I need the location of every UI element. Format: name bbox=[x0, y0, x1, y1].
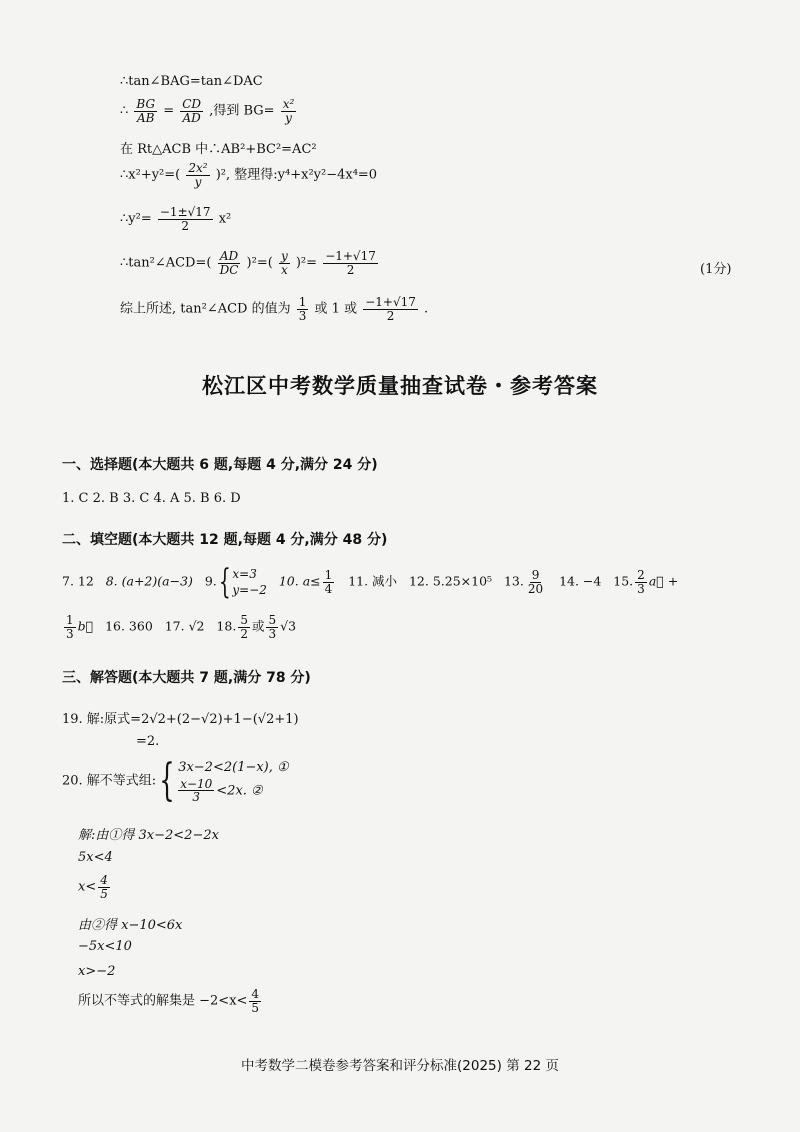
proof-text: = bbox=[163, 103, 175, 119]
proof-text: 综上所述, tan²∠ACD 的值为 bbox=[120, 301, 291, 317]
proof-line-6 bbox=[120, 250, 380, 276]
answer-11: 11. 减小 bbox=[348, 573, 398, 589]
fraction: $\frac{2}{3}$ bbox=[637, 568, 645, 596]
q20-step-7: 所以不等式的解集是 −2<x< $\frac{4}{5}$ bbox=[78, 987, 260, 1015]
brace-icon: { bbox=[159, 755, 175, 807]
q20-step-6: x>−2 bbox=[78, 964, 116, 979]
answer-13: 13. bbox=[503, 573, 524, 589]
fraction: $\frac{-1+√17}{2}$ bbox=[325, 249, 376, 277]
answer-15-vector-b: b⃗ bbox=[77, 618, 94, 634]
fraction: $\frac{y}{x}$ bbox=[280, 249, 288, 277]
section-heading-solve: 三、解答题(本大题共 7 题,满分 78 分) bbox=[62, 670, 311, 686]
answer-14: 14. −4 bbox=[559, 573, 602, 589]
fraction: $\frac{1}{3}$ bbox=[66, 613, 74, 641]
answer-16: 16. 360 bbox=[105, 618, 153, 634]
answer-17: 17. √2 bbox=[164, 618, 205, 634]
proof-line-3: 在 Rt△ACB 中∴AB²+BC²=AC² bbox=[120, 142, 317, 157]
answer-12: 12. 5.25×10⁵ bbox=[408, 573, 493, 589]
q20-step-3: x< $\frac{4}{5}$ bbox=[78, 873, 108, 901]
answer-18: 18. bbox=[216, 618, 237, 634]
answer-8: 8. (a+2)(a−3) bbox=[105, 573, 193, 589]
proof-text: ∴tan²∠ACD=( bbox=[120, 255, 212, 271]
score-mark: (1分) bbox=[700, 262, 732, 277]
proof-text: )²= bbox=[295, 255, 318, 271]
proof-line-2 bbox=[120, 98, 298, 124]
section-heading-choice: 一、选择题(本大题共 6 题,每题 4 分,满分 24 分) bbox=[62, 457, 378, 473]
answer-10: 10. a≤ bbox=[278, 573, 321, 589]
answer-7: 7. 12 bbox=[62, 573, 94, 589]
proof-text: )², 整理得:y⁴+x²y²−4x⁴=0 bbox=[215, 167, 378, 183]
choice-answers: 1. C 2. B 3. C 4. A 5. B 6. D bbox=[62, 491, 241, 506]
proof-text: )²=( bbox=[246, 255, 273, 271]
answer-15: 15. bbox=[613, 573, 634, 589]
q20-step-4: 由②得 x−10<6x bbox=[78, 918, 183, 933]
proof-line-7 bbox=[120, 296, 428, 322]
q19-line-2: =2. bbox=[136, 734, 160, 749]
proof-line-1: ∴tan∠BAG=tan∠DAC bbox=[120, 74, 263, 89]
fraction: $\frac{1}{4}$ bbox=[324, 568, 333, 596]
fraction: $\frac{5}{3}$ bbox=[268, 613, 277, 641]
proof-text: 或 1 或 bbox=[314, 301, 358, 317]
fraction: $\frac{\text{x²}}{y}$ bbox=[282, 97, 295, 125]
section-heading-fill: 二、填空题(本大题共 12 题,每题 4 分,满分 48 分) bbox=[62, 532, 388, 548]
q20-label: 20. 解不等式组: bbox=[62, 773, 157, 789]
fraction: $\frac{5}{2}$ bbox=[240, 613, 248, 641]
answer-9-label: 9. bbox=[204, 573, 217, 589]
proof-text: ∴x²+y²=( bbox=[120, 167, 181, 183]
fraction: $\frac{AD}{DC}$ bbox=[219, 249, 239, 277]
answer-9-system: x=3 y=−2 bbox=[232, 567, 267, 598]
page-title: 松江区中考数学质量抽查试卷・参考答案 bbox=[202, 374, 598, 398]
q20-step-2: 5x<4 bbox=[78, 850, 113, 865]
q19-line-1: 19. 解:原式=2√2+(2−√2)+1−(√2+1) bbox=[62, 712, 299, 727]
answer-18-or: 或 bbox=[251, 618, 265, 634]
q20-inequalities: 3x−2<2(1−x), ① $\frac{x-10}{3}$ <2x. ② bbox=[178, 760, 289, 805]
proof-line-4 bbox=[120, 162, 377, 188]
fraction: $\frac{BG}{AB}$ bbox=[136, 97, 156, 125]
fraction: $\frac{9}{20}$ bbox=[527, 568, 544, 596]
q20-system bbox=[62, 755, 289, 807]
q20-step-5: −5x<10 bbox=[78, 939, 132, 954]
fraction: $\frac{CD}{AD}$ bbox=[182, 97, 202, 125]
proof-text: ∴y²= bbox=[120, 211, 152, 227]
answer-15-vector: a⃗ + bbox=[648, 573, 679, 589]
proof-text: ∴ bbox=[120, 103, 129, 119]
fraction: $\frac{-1+√17}{2}$ bbox=[365, 295, 416, 323]
fraction: $\frac{4}{5}$ bbox=[100, 873, 108, 901]
proof-text: ,得到 BG= bbox=[209, 103, 275, 119]
fill-answers-row-2 bbox=[62, 614, 296, 640]
proof-text: x² bbox=[218, 211, 232, 227]
fraction: $\frac{-1\pm√17}{2}$ bbox=[159, 205, 211, 233]
answer-18-root: √3 bbox=[280, 618, 297, 634]
q20-step-1: 解:由①得 3x−2<2−2x bbox=[78, 828, 219, 843]
proof-text: . bbox=[424, 301, 429, 317]
fraction: $\frac{1}{3}$ bbox=[298, 295, 307, 323]
fraction: $\frac{\text{2x²}}{y}$ bbox=[188, 161, 208, 189]
fraction: $\frac{4}{5}$ bbox=[251, 987, 260, 1015]
page-footer: 中考数学二模卷参考答案和评分标准(2025) 第 22 页 bbox=[241, 1058, 559, 1074]
brace-icon: { bbox=[218, 561, 231, 602]
proof-line-5 bbox=[120, 206, 231, 232]
fill-answers-row-1 bbox=[62, 561, 679, 602]
